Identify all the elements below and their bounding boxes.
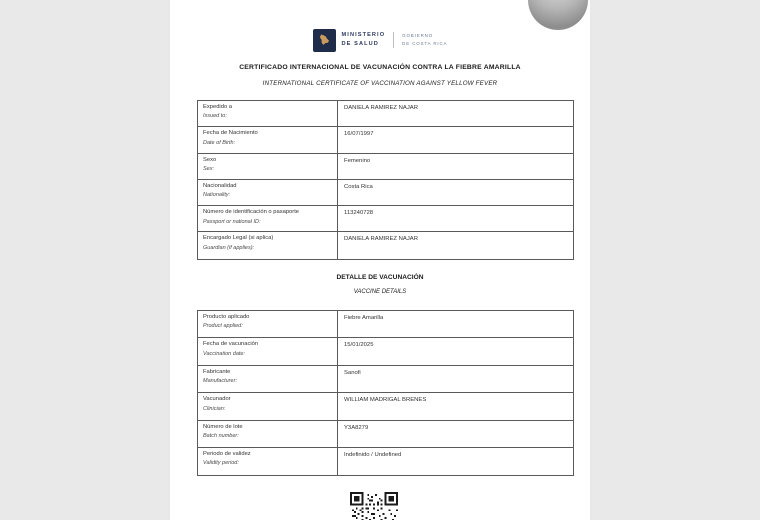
row-label: Nacionalidad Nationality: <box>198 180 338 205</box>
table-row <box>198 393 573 420</box>
table-row <box>198 127 573 153</box>
row-label: Encargado Legal (si aplica) Guardian (if applies): <box>198 232 338 258</box>
vaccine-section-title-en: VACCINE DETAILS <box>353 289 407 295</box>
row-label: Expedido a Issued to: <box>198 101 338 126</box>
table-row <box>198 366 573 393</box>
ministry-name-line2: DE SALUD <box>341 41 379 47</box>
row-label: Fecha de vacunación Vaccination date: <box>198 338 338 364</box>
table-row <box>198 206 573 232</box>
government-name-line2: DE COSTA RICA <box>402 41 448 46</box>
row-value: Indefinido / Undefined <box>344 451 402 458</box>
table-row <box>198 154 573 180</box>
table-row <box>198 311 573 338</box>
row-value: Sanofi <box>344 369 361 376</box>
table-row <box>198 338 573 365</box>
row-label: Producto aplicado Product applied: <box>198 311 338 337</box>
costa-rica-map-icon <box>313 29 336 52</box>
row-value: 16/07/1997 <box>344 131 374 138</box>
table-row <box>198 448 573 475</box>
vaccine-section-title-es: DETALLE DE VACUNACIÓN <box>336 274 424 281</box>
personal-info-table <box>197 100 574 260</box>
row-value: Femenino <box>344 157 371 164</box>
row-label: Fabricante Manufacturer: <box>198 366 338 392</box>
table-row <box>198 101 573 127</box>
vaccine-details-table <box>197 310 574 476</box>
row-label: Sexo Sex: <box>198 154 338 179</box>
certificate-title-es: CERTIFICADO INTERNACIONAL DE VACUNACIÓN CONTRA LA FIEBRE AMARILLA <box>239 64 521 71</box>
certificate-page <box>170 0 590 520</box>
row-value: Costa Rica <box>344 183 373 190</box>
row-value: 15/01/2025 <box>344 342 374 349</box>
row-label: Número de identificación o pasaporte Passport or national ID: <box>198 206 338 231</box>
row-value: DANIELA RAMIREZ NAJAR <box>344 236 418 243</box>
logo-divider <box>393 32 394 48</box>
row-value: DANIELA RAMIREZ NAJAR <box>344 105 418 111</box>
row-value: 113240728 <box>344 210 374 217</box>
row-label: Periodo de validez Validity period: <box>198 448 338 475</box>
government-name <box>402 32 447 48</box>
row-label: Número de lote Batch number: <box>198 421 338 447</box>
row-value: Fiebre Amarilla <box>344 315 384 321</box>
table-row <box>198 421 573 448</box>
ministry-name <box>342 31 386 49</box>
ministry-name-line1: MINISTERIO <box>341 31 386 38</box>
government-name-line1: GOBIERNO <box>402 33 434 39</box>
row-label: Vacunador Clinician: <box>198 393 338 419</box>
table-row <box>198 232 573 258</box>
ministry-logo <box>170 27 590 53</box>
certificate-title-en: INTERNATIONAL CERTIFICATE OF VACCINATION AGAINST YELLOW FEVER <box>262 80 498 87</box>
row-label: Fecha de Nacimiento Date of Birth: <box>198 127 338 152</box>
table-row <box>198 180 573 206</box>
row-value: Y3A8279 <box>344 424 369 431</box>
row-value: WILLIAM MADRIGAL BRENES <box>344 397 427 404</box>
qr-code <box>350 492 398 520</box>
